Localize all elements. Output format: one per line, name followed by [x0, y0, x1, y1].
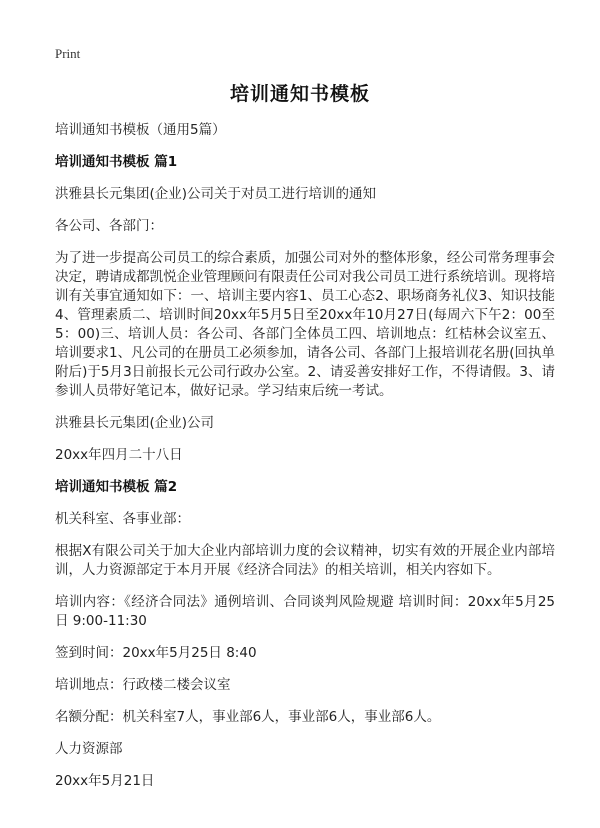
print-label: Print: [55, 46, 81, 61]
salutation: 各公司、各部门：: [55, 218, 163, 234]
quota-allocation: 名额分配：机关科室7人，事业部6人，事业部6人，事业部6人。: [55, 709, 441, 725]
section-heading: 培训通知书模板 篇2: [55, 479, 178, 495]
issue-date: 20xx年四月二十八日: [55, 447, 183, 463]
document-body: [55, 121, 555, 804]
notice-body: 为了进一步提高公司员工的综合素质，加强公司对外的整体形象，经公司常务理事会决定，聘请成都凯悦企业管理顾问有限责任公司对我公司员工进行系统培训。现将培训有关事宜通知如下：一、培训主要内容1、员工心态2、职场商务礼仪3、知识技能4、管理素质二、培训时间20xx年5月5日至20xx年10月27日(每周六下午2：00至5：00)三、培训人员：各公司、各部门全体员工四、培训地点：红桔林会议室五、培训要求1、凡公司的在册员工必须参加，请各公司、各部门上报培训花名册(回执单附后)于5月3日前报长元公司行政办公室。2、请妥善安排好工作，不得请假。3、请参训人员带好笔记本，做好记录。学习结束后统一考试。: [55, 250, 555, 399]
salutation: 机关科室、各事业部：: [55, 511, 190, 527]
section-heading: 培训通知书模板 篇1: [55, 154, 178, 170]
page-title: 培训通知书模板: [229, 83, 370, 105]
training-content: 培训内容：《经济合同法》通例培训、合同谈判风险规避 培训时间：20xx年5月25日 9:00-11:30: [55, 594, 555, 629]
notice-title: 洪雅县长元集团(企业)公司关于对员工进行培训的通知: [55, 186, 377, 202]
sign-in-time: 签到时间：20xx年5月25日 8:40: [55, 645, 257, 661]
training-location: 培训地点：行政楼二楼会议室: [55, 677, 231, 693]
issuer-name: 人力资源部: [55, 741, 123, 757]
issue-date: 20xx年5月21日: [55, 773, 155, 789]
document-subtitle: 培训通知书模板（通用5篇）: [55, 122, 226, 138]
issuer-name: 洪雅县长元集团(企业)公司: [55, 415, 215, 431]
notice-body: 根据X有限公司关于加大企业内部培训力度的会议精神，切实有效的开展企业内部培训，人力资源部定于本月开展《经济合同法》的相关培训，相关内容如下。: [55, 543, 555, 578]
section-1: [55, 153, 555, 465]
section-2: [55, 478, 555, 791]
